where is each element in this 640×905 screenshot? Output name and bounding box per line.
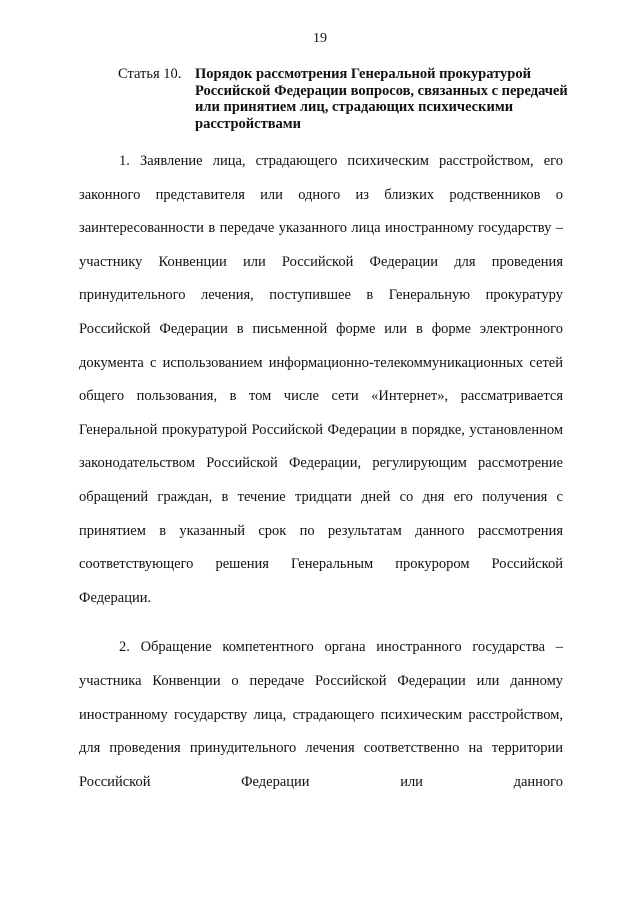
page-number: 19 [313,31,327,46]
paragraph-spacer [79,615,563,631]
article-label: Статья 10. [118,66,182,82]
paragraph-1: 1. Заявление лица, страдающего психическим расстройством, его законного представителя или одного из близких родственников о заинтересованности в передаче указанного лица иностранному государству – участнику Конвенции или Российской Федерации для проведения принудительного лечения, поступившее в Генеральную прокуратуру Российской Федерации в письменной форме или в форме электронного документа с использованием информационно-телекоммуникационных сетей общего пользования, в том числе сети «Интернет», рассматривается Генеральной прокуратурой Российской Федерации в порядке, установленном законодательством Российской Федерации, регулирующим рассмотрение обращений граждан, в течение тридцати дней со дня его получения с принятием в указанный срок по результатам данного рассмотрения соответствующего решения Генеральным прокурором Российской Федерации. [79,153,563,606]
paragraph-2: 2. Обращение компетентного органа иностранного государства – участника Конвенции о передаче Российской Федерации или данному иностранному государству лица, страдающего психическим расстройством, для проведения принудительного лечения соответственно на территории Российской Федерации или данного [79,639,563,790]
article-body [79,145,563,799]
article-title: Порядок рассмотрения Генеральной прокуратурой Российской Федерации вопросов, связанных с передачей или принятием лиц, страдающих психическими расстройствами [195,66,568,132]
